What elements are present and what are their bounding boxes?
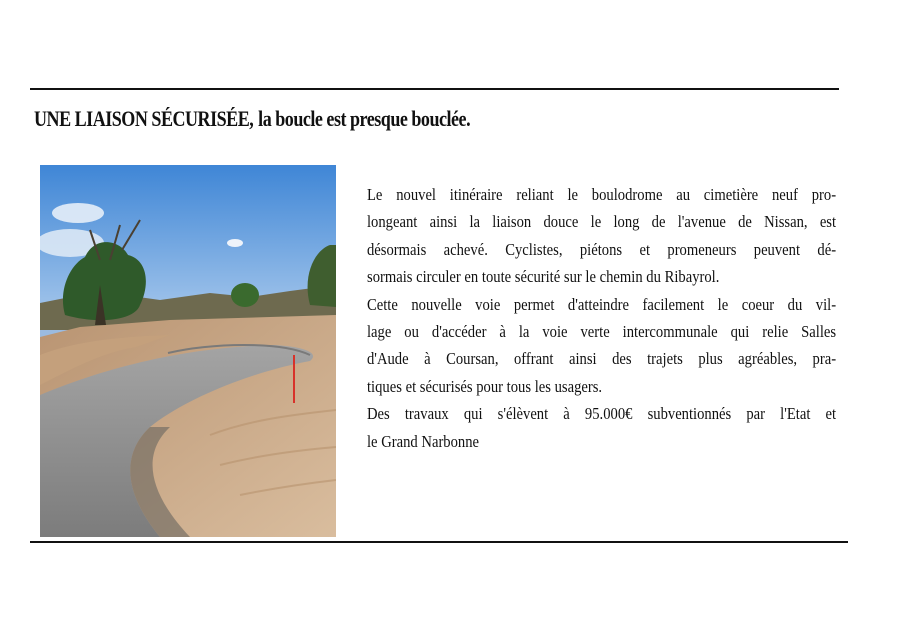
top-rule: [30, 88, 839, 90]
cloud: [52, 203, 104, 223]
bottom-rule: [30, 541, 848, 543]
article-line: tiques et sécurisés pour tous les usagers.: [367, 376, 603, 396]
article-line: désormais achevé. Cyclistes, piétons et promeneurs peuvent dé-: [367, 239, 837, 259]
article-line: Des travaux qui s'élèvent à 95.000€ subventionnés par l'Etat et: [367, 404, 837, 424]
path-photo-icon: [40, 165, 336, 537]
article-line: Le nouvel itinéraire reliant le boulodrome au cimetière neuf pro-: [367, 185, 837, 204]
headline-rest: la boucle est presque bouclée.: [258, 106, 471, 131]
article-body: [367, 181, 836, 455]
article-line: longeant ainsi la liaison douce le long de l'avenue de Nissan, est: [367, 212, 837, 232]
shrub: [231, 283, 259, 307]
cloud: [227, 239, 243, 247]
headline: [34, 106, 470, 132]
article-line: le Grand Narbonne: [367, 431, 480, 451]
article-line: lage ou d'accéder à la voie verte intercommunale qui relie Salles: [367, 322, 837, 342]
article-photo: [40, 165, 336, 537]
article-line: sormais circuler en toute sécurité sur le chemin du Ribayrol.: [367, 267, 720, 287]
article-line: d'Aude à Coursan, offrant ainsi des trajets plus agréables, pra-: [367, 349, 837, 369]
article-line: Cette nouvelle voie permet d'atteindre facilement le coeur du vil-: [367, 294, 837, 314]
headline-bold: UNE LIAISON SÉCURISÉE,: [34, 106, 254, 131]
